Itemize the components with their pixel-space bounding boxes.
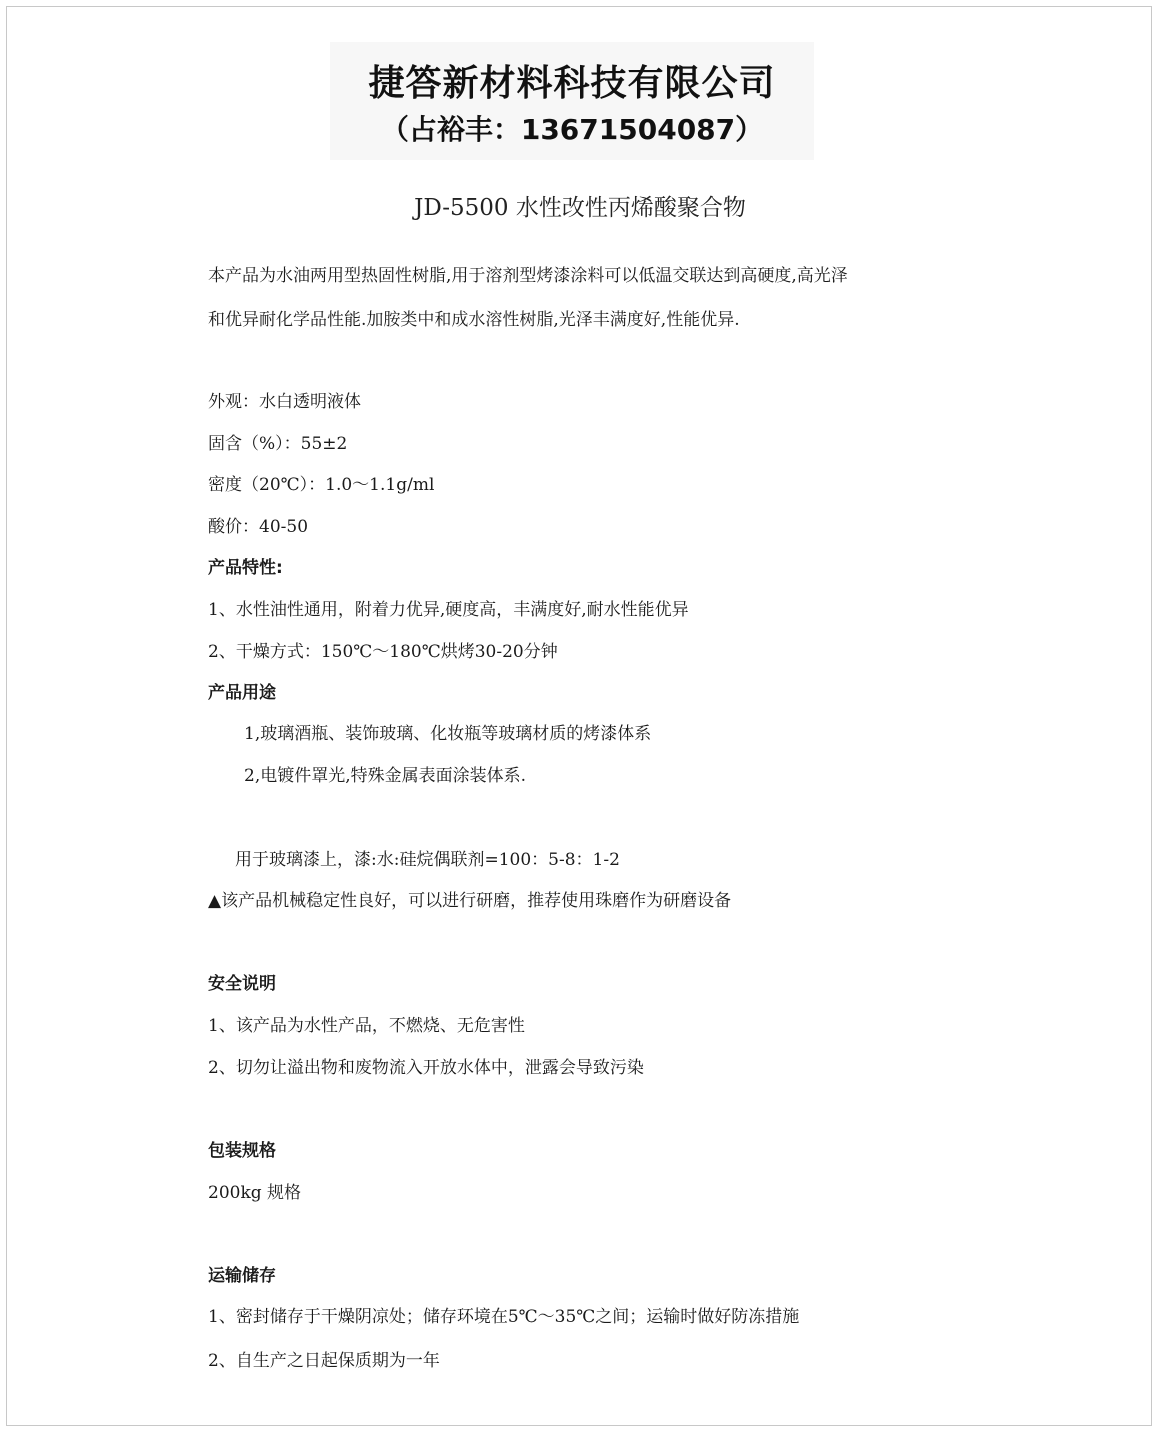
usage-note: ▲该产品机械稳定性良好，可以进行研磨，推荐使用珠磨作为研磨设备	[208, 891, 732, 911]
features-heading: 产品特性:	[208, 558, 283, 578]
contact-info: （占裕丰：13671504087）	[380, 113, 764, 146]
spec-acid-value: 酸价：40-50	[208, 517, 309, 537]
intro-line-1: 本产品为水油两用型热固性树脂,用于溶剂型烤漆涂料可以低温交联达到高硬度,高光泽	[208, 266, 848, 286]
storage-heading: 运输储存	[208, 1266, 276, 1286]
application-item: 1,玻璃酒瓶、装饰玻璃、化妆瓶等玻璃材质的烤漆体系	[244, 724, 652, 744]
safety-item: 2、切勿让溢出物和废物流入开放水体中，泄露会导致污染	[208, 1058, 644, 1078]
safety-heading: 安全说明	[208, 974, 276, 994]
storage-item: 1、密封储存于干燥阴凉处；储存环境在5℃～35℃之间；运输时做好防冻措施	[208, 1307, 800, 1327]
storage-item: 2、自生产之日起保质期为一年	[208, 1351, 440, 1371]
packaging-spec: 200kg 规格	[208, 1183, 302, 1203]
intro-line-2: 和优异耐化学品性能.加胺类中和成水溶性树脂,光泽丰满度好,性能优异.	[208, 310, 740, 330]
company-name: 捷答新材料科技有限公司	[368, 63, 776, 104]
safety-item: 1、该产品为水性产品，不燃烧、无危害性	[208, 1016, 525, 1036]
feature-item: 2、干燥方式：150℃～180℃烘烤30-20分钟	[208, 642, 558, 662]
packaging-heading: 包装规格	[208, 1141, 276, 1161]
usage-ratio: 用于玻璃漆上，漆:水:硅烷偶联剂=100：5-8：1-2	[235, 850, 620, 870]
applications-heading: 产品用途	[208, 683, 276, 703]
spec-density: 密度（20℃）：1.0～1.1g/ml	[208, 475, 435, 495]
feature-item: 1、水性油性通用，附着力优异,硬度高，丰满度好,耐水性能优异	[208, 600, 689, 620]
spec-solids: 固含（%）：55±2	[208, 434, 348, 454]
company-header	[330, 42, 814, 160]
document-title: JD-5500 水性改性丙烯酸聚合物	[414, 195, 746, 221]
spec-appearance: 外观：水白透明液体	[208, 392, 361, 412]
application-item: 2,电镀件罩光,特殊金属表面涂装体系.	[244, 766, 527, 786]
